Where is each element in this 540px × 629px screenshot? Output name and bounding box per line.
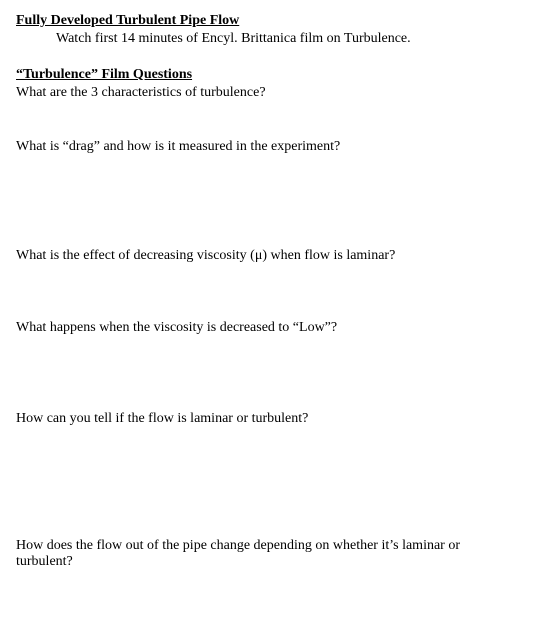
question-5: How can you tell if the flow is laminar or turbulent? [16, 411, 309, 426]
question-2: What is “drag” and how is it measured in the experiment? [16, 139, 341, 154]
section-heading: “Turbulence” Film Questions [16, 67, 193, 82]
question-1: What are the 3 characteristics of turbulence? [16, 85, 266, 100]
document-title: Fully Developed Turbulent Pipe Flow [16, 13, 240, 28]
question-3: What is the effect of decreasing viscosity (μ) when flow is laminar? [16, 248, 396, 263]
question-6: How does the flow out of the pipe change depending on whether it’s laminar or turbulent? [16, 538, 460, 569]
question-4: What happens when the viscosity is decreased to “Low”? [16, 320, 338, 335]
instruction-text: Watch first 14 minutes of Encyl. Brittanica film on Turbulence. [56, 31, 411, 46]
